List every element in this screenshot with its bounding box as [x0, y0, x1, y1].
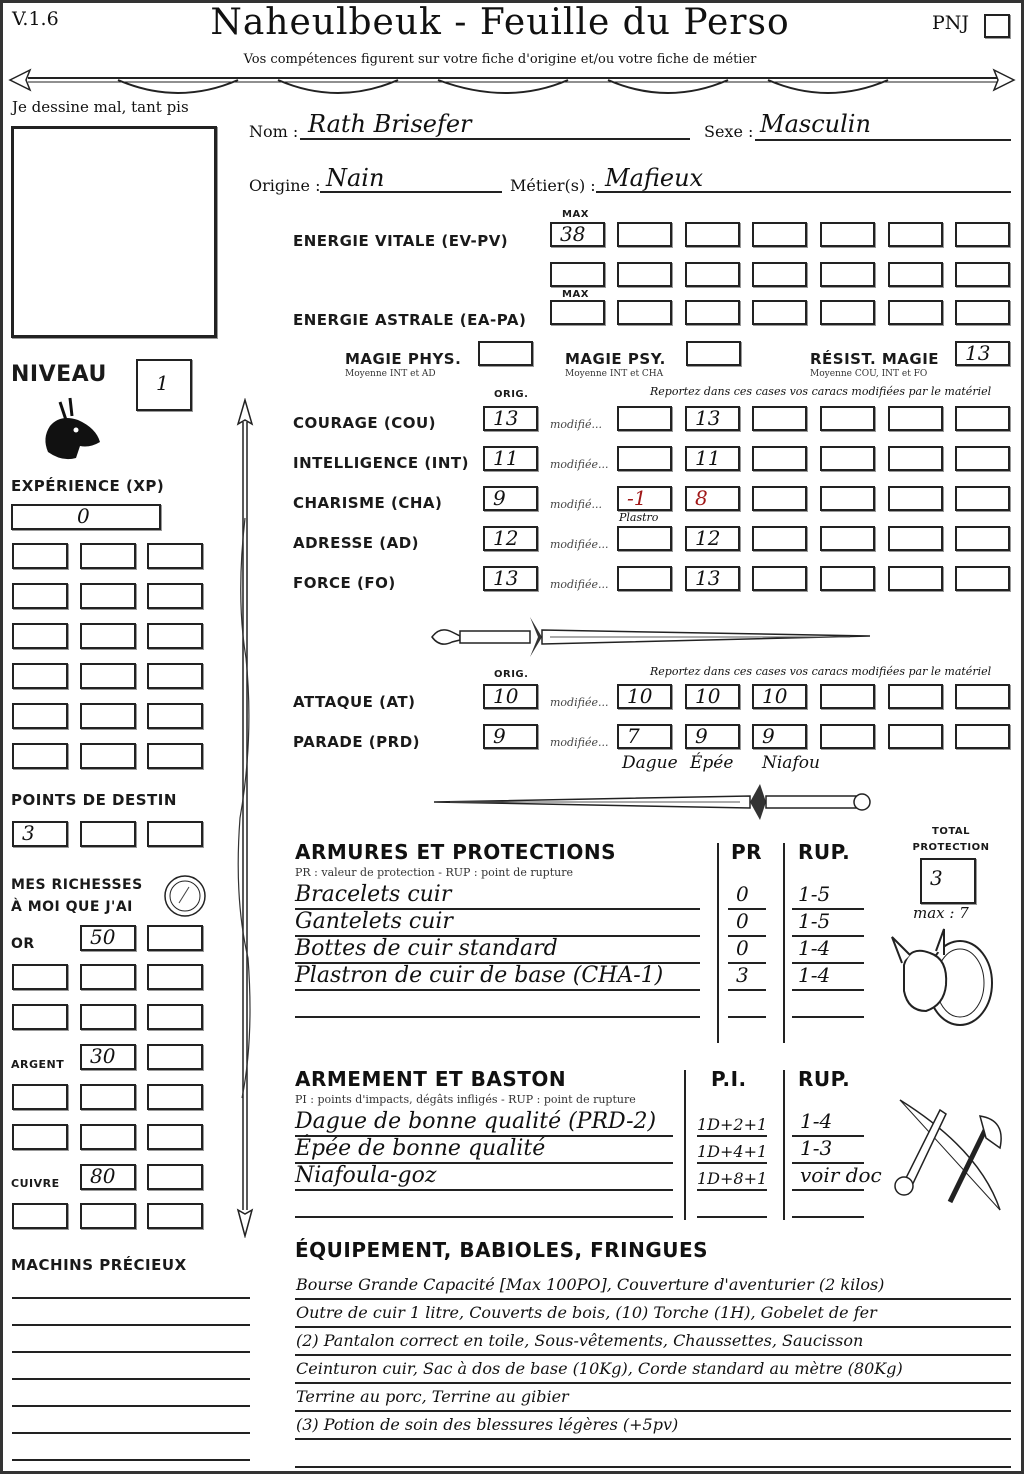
machins-label: MACHINS PRÉCIEUX	[11, 1256, 187, 1274]
origine-label: Origine :	[249, 176, 321, 195]
armure-rup[interactable]: 1-5	[798, 882, 831, 906]
machins-line[interactable]	[12, 1432, 250, 1434]
money-box[interactable]	[12, 1124, 68, 1150]
stat-mod-box[interactable]	[888, 486, 943, 511]
ea-max-label: MAX	[562, 289, 589, 300]
money-box[interactable]	[80, 1203, 136, 1229]
armure-pr[interactable]: 0	[736, 882, 749, 906]
armement-title: ARMEMENT ET BASTON	[295, 1067, 567, 1091]
xp-box[interactable]	[80, 543, 136, 569]
box-value: 50	[90, 925, 116, 949]
box-value: 13	[493, 406, 519, 430]
weapon-note-epee: Épée	[690, 753, 734, 773]
money-box[interactable]	[80, 1044, 136, 1070]
arme-rup[interactable]: voir doc	[800, 1163, 882, 1187]
armure-rup[interactable]: 1-4	[798, 963, 831, 987]
resist-magie-box[interactable]: 13	[955, 341, 1010, 366]
money-box[interactable]	[147, 1124, 203, 1150]
stat-mod-box[interactable]	[820, 526, 875, 551]
stat-label[interactable]: FORCE (FO)	[293, 574, 396, 592]
box-value: 10	[493, 684, 519, 708]
armement-divider-1	[684, 1070, 686, 1220]
argent-label: ARGENT	[11, 1058, 65, 1071]
armure-name[interactable]: Bottes de cuir standard	[295, 936, 558, 961]
magie-phys-box[interactable]	[478, 341, 533, 366]
box-value: 7	[627, 724, 640, 748]
xp-box[interactable]	[147, 663, 203, 689]
armure-pr-underline	[728, 1016, 766, 1018]
stat-mod-box[interactable]	[955, 566, 1010, 591]
stat-mod-box[interactable]	[685, 446, 740, 471]
armement-note: PI : points d'impacts, dégâts infligés - RUP : point de rupture	[295, 1093, 636, 1106]
page-title: Naheulbeuk - Feuille du Perso	[210, 2, 790, 43]
xp-box[interactable]	[80, 623, 136, 649]
magie-psy-box[interactable]	[686, 341, 741, 366]
combat-mod-box[interactable]	[752, 684, 807, 709]
ea-box[interactable]	[685, 300, 740, 325]
xp-box[interactable]	[147, 583, 203, 609]
armures-divider-1	[717, 843, 719, 1043]
stat-label[interactable]: CHARISME (CHA)	[293, 494, 443, 512]
xp-label: EXPÉRIENCE (XP)	[11, 477, 165, 495]
combat-orig-box[interactable]	[483, 684, 538, 709]
origine-field[interactable]: Nain	[326, 164, 385, 192]
armures-note: PR : valeur de protection - RUP : point de rupture	[295, 866, 573, 879]
xp-box[interactable]	[12, 663, 68, 689]
stat-mod-box[interactable]	[617, 486, 672, 511]
total-protection-label-1: TOTAL	[932, 826, 970, 837]
stat-mod-box[interactable]	[888, 446, 943, 471]
vertical-spear-illustration	[230, 398, 260, 1238]
destin-label: POINTS DE DESTIN	[11, 791, 177, 809]
arme-pi[interactable]: 1D+2+1	[697, 1115, 768, 1134]
armement-divider-2	[783, 1070, 785, 1220]
xp-box[interactable]	[12, 623, 68, 649]
richesses-label-2: À MOI QUE J'AI	[11, 899, 133, 915]
box-value: 30	[90, 1044, 116, 1068]
destin-box[interactable]	[12, 821, 68, 847]
combat-mod-box[interactable]	[955, 684, 1010, 709]
arme-pi[interactable]: 1D+4+1	[697, 1142, 768, 1161]
stat-mod-box[interactable]	[955, 486, 1010, 511]
box-value: 3	[22, 821, 35, 845]
arme-pi-underline	[697, 1189, 767, 1191]
weapon-note-niafou: Niafou	[762, 753, 820, 773]
ev-box[interactable]	[752, 262, 807, 287]
armure-name[interactable]: Gantelets cuir	[295, 909, 453, 934]
ev-box[interactable]	[888, 262, 943, 287]
stat-note: Plastro	[619, 511, 659, 524]
armure-pr[interactable]: 3	[736, 963, 749, 987]
armure-rup-underline	[792, 1016, 864, 1018]
stat-label[interactable]: COURAGE (COU)	[293, 414, 437, 432]
ev-box[interactable]	[617, 222, 672, 247]
stat-mod-box[interactable]	[820, 486, 875, 511]
armure-pr[interactable]: 0	[736, 936, 749, 960]
ev-box[interactable]	[550, 262, 605, 287]
ev-box[interactable]	[617, 262, 672, 287]
arme-underline	[295, 1216, 673, 1218]
box-value: 10	[695, 684, 721, 708]
xp-box[interactable]	[12, 703, 68, 729]
armures-divider-2	[783, 843, 785, 1043]
arme-pi[interactable]: 1D+8+1	[697, 1169, 768, 1188]
version-label: V.1.6	[12, 8, 59, 30]
ea-box[interactable]	[955, 300, 1010, 325]
xp-box[interactable]	[147, 743, 203, 769]
ev-box[interactable]	[752, 222, 807, 247]
nom-underline	[300, 138, 690, 140]
ev-box[interactable]	[820, 222, 875, 247]
stats-orig-label: ORIG.	[494, 389, 529, 400]
arme-pi-underline	[697, 1135, 767, 1137]
or-label: OR	[11, 936, 35, 952]
arme-rup[interactable]: 1-3	[800, 1136, 833, 1160]
arme-underline	[295, 1189, 673, 1191]
ev-box[interactable]	[820, 262, 875, 287]
box-value: 80	[90, 1164, 116, 1188]
combat-orig-label: ORIG.	[494, 669, 529, 680]
stat-mod-box[interactable]	[752, 526, 807, 551]
money-box[interactable]	[147, 1004, 203, 1030]
equipement-title: ÉQUIPEMENT, BABIOLES, FRINGUES	[295, 1238, 709, 1262]
equipement-line	[295, 1410, 1011, 1412]
equipement-line-text[interactable]: Bourse Grande Capacité [Max 100PO], Couverture d'aventurier (2 kilos)	[296, 1275, 885, 1294]
stat-orig-box[interactable]	[483, 446, 538, 471]
stats-report-note: Reportez dans ces cases vos caracs modifiées par le matériel	[650, 385, 992, 398]
combat-mod-box[interactable]	[820, 684, 875, 709]
stat-mod-box[interactable]	[752, 566, 807, 591]
stat-mod-box[interactable]	[888, 406, 943, 431]
equipement-line-text[interactable]: (3) Potion de soin des blessures légères (+5pv)	[296, 1415, 679, 1434]
machins-line[interactable]	[12, 1351, 250, 1353]
coin-icon	[162, 873, 208, 919]
resist-magie-note: Moyenne COU, INT et FO	[810, 369, 928, 379]
arme-rup-underline	[792, 1189, 864, 1191]
combat-mod-box[interactable]	[685, 724, 740, 749]
money-box[interactable]	[12, 964, 68, 990]
armures-pr-header: PR	[731, 840, 763, 864]
stat-mod-box[interactable]	[955, 526, 1010, 551]
stat-mod-box[interactable]	[752, 446, 807, 471]
total-protection-box[interactable]: 3	[920, 858, 976, 904]
stat-modifie-label: modifié...	[550, 498, 602, 511]
arme-rup-underline	[792, 1216, 864, 1218]
xp-box[interactable]	[147, 543, 203, 569]
resist-magie-label: RÉSIST. MAGIE	[810, 350, 940, 368]
arme-name[interactable]: Niafoula-goz	[295, 1163, 437, 1188]
equipement-line-text[interactable]: (2) Pantalon correct en toile, Sous-vêtements, Chaussettes, Saucisson	[296, 1331, 864, 1350]
ev-box[interactable]	[685, 222, 740, 247]
stat-mod-box[interactable]	[685, 486, 740, 511]
equipement-line	[295, 1466, 1011, 1468]
stat-mod-box[interactable]	[617, 566, 672, 591]
equipement-line-text[interactable]: Ceinturon cuir, Sac à dos de base (10Kg), Corde standard au mètre (80Kg)	[296, 1359, 903, 1378]
metier-label: Métier(s) :	[510, 176, 596, 195]
box-value: 10	[627, 684, 653, 708]
arme-pi-underline	[697, 1216, 767, 1218]
money-box[interactable]	[147, 1164, 203, 1190]
armure-pr-underline	[728, 989, 766, 991]
money-box[interactable]	[80, 1084, 136, 1110]
box-value: 11	[493, 446, 519, 470]
dragon-head-icon	[40, 392, 106, 464]
sword-illustration	[430, 612, 880, 662]
armures-title: ARMURES ET PROTECTIONS	[295, 840, 616, 864]
ea-box[interactable]	[550, 300, 605, 325]
stat-mod-box[interactable]	[888, 526, 943, 551]
armure-rup[interactable]: 1-4	[798, 936, 831, 960]
stat-mod-box[interactable]	[888, 566, 943, 591]
ev-label: ENERGIE VITALE (EV-PV)	[293, 232, 509, 250]
arme-rup[interactable]: 1-4	[800, 1109, 833, 1133]
combat-mod-box[interactable]	[888, 684, 943, 709]
money-box[interactable]	[12, 1084, 68, 1110]
stat-orig-box[interactable]	[483, 526, 538, 551]
magie-phys-label: MAGIE PHYS.	[345, 350, 462, 368]
destin-box[interactable]	[80, 821, 136, 847]
box-value: 13	[695, 566, 721, 590]
box-value: 13	[695, 406, 721, 430]
nom-label: Nom :	[249, 122, 299, 141]
sexe-underline	[755, 139, 1011, 141]
stat-orig-box[interactable]	[483, 486, 538, 511]
money-box[interactable]	[80, 964, 136, 990]
combat-orig-box[interactable]	[483, 724, 538, 749]
magie-psy-label: MAGIE PSY.	[565, 350, 666, 368]
money-box[interactable]	[147, 964, 203, 990]
armure-underline	[295, 1016, 700, 1018]
machins-line[interactable]	[12, 1459, 250, 1461]
combat-mod-box[interactable]	[955, 724, 1010, 749]
magie-phys-note: Moyenne INT et AD	[345, 369, 436, 379]
stat-mod-box[interactable]	[752, 486, 807, 511]
helmet-shield-illustration	[890, 925, 1000, 1035]
ev-box[interactable]	[685, 262, 740, 287]
pnj-checkbox[interactable]	[984, 14, 1010, 38]
ea-label: ENERGIE ASTRALE (EA-PA)	[293, 311, 527, 329]
stat-mod-box[interactable]	[820, 566, 875, 591]
ev-box[interactable]	[550, 222, 605, 247]
armures-rup-header: RUP.	[798, 840, 851, 864]
box-value: -1	[627, 486, 647, 510]
armure-underline	[295, 989, 700, 991]
money-box[interactable]	[80, 1164, 136, 1190]
stat-mod-box[interactable]	[617, 526, 672, 551]
arme-pi-underline	[697, 1162, 767, 1164]
machins-line[interactable]	[12, 1324, 250, 1326]
money-box[interactable]	[147, 925, 203, 951]
xp-box[interactable]	[80, 703, 136, 729]
box-value: 9	[493, 724, 506, 748]
ea-box[interactable]	[888, 300, 943, 325]
stat-label[interactable]: INTELLIGENCE (INT)	[293, 454, 469, 472]
box-value: 9	[493, 486, 506, 510]
stat-mod-box[interactable]	[685, 406, 740, 431]
box-value: 13	[493, 566, 519, 590]
stat-mod-box[interactable]	[955, 446, 1010, 471]
sexe-field[interactable]: Masculin	[760, 110, 871, 138]
armement-pi-header: P.I.	[711, 1067, 747, 1091]
combat-mod-box[interactable]	[617, 684, 672, 709]
combat-mod-box[interactable]	[820, 724, 875, 749]
armure-name[interactable]: Plastron de cuir de base (CHA-1)	[295, 963, 664, 988]
equipement-line	[295, 1354, 1011, 1356]
money-box[interactable]	[147, 1044, 203, 1070]
armure-pr[interactable]: 0	[736, 909, 749, 933]
combat-modifiee-label: modifiée...	[550, 736, 609, 749]
destin-box[interactable]	[147, 821, 203, 847]
combat-report-note: Reportez dans ces cases vos caracs modifiées par le matériel	[650, 665, 992, 678]
machins-line[interactable]	[12, 1297, 250, 1299]
equipement-line	[295, 1326, 1011, 1328]
pnj-label: PNJ	[932, 12, 970, 34]
armement-rup-header: RUP.	[798, 1067, 851, 1091]
niveau-box[interactable]: 1	[136, 359, 192, 411]
combat-mod-box[interactable]	[685, 684, 740, 709]
arme-name[interactable]: Dague de bonne qualité (PRD-2)	[295, 1109, 657, 1134]
ea-box[interactable]	[752, 300, 807, 325]
armure-rup[interactable]: 1-5	[798, 909, 831, 933]
magie-psy-note: Moyenne INT et CHA	[565, 369, 664, 379]
stat-mod-box[interactable]	[955, 406, 1010, 431]
metier-field[interactable]: Mafieux	[605, 164, 704, 192]
equipement-line	[295, 1438, 1011, 1440]
xp-box[interactable]	[80, 663, 136, 689]
xp-box[interactable]	[147, 703, 203, 729]
money-box[interactable]	[12, 1004, 68, 1030]
xp-box[interactable]	[12, 543, 68, 569]
richesses-label-1: MES RICHESSES	[11, 877, 143, 893]
stat-mod-box[interactable]	[752, 406, 807, 431]
box-value: 8	[695, 486, 708, 510]
stat-modifie-label: modifiée...	[550, 458, 609, 471]
machins-line[interactable]	[12, 1405, 250, 1407]
stat-orig-box[interactable]	[483, 406, 538, 431]
combat-mod-box[interactable]	[752, 724, 807, 749]
ea-box[interactable]	[820, 300, 875, 325]
xp-box[interactable]	[12, 743, 68, 769]
stat-orig-box[interactable]	[483, 566, 538, 591]
money-box[interactable]	[147, 1084, 203, 1110]
weapon-note-dague: Dague	[622, 753, 678, 773]
combat-mod-box[interactable]	[617, 724, 672, 749]
ev-max-label: MAX	[562, 209, 589, 220]
money-box[interactable]	[80, 1124, 136, 1150]
stat-mod-box[interactable]	[820, 446, 875, 471]
stat-mod-box[interactable]	[685, 526, 740, 551]
portrait-box[interactable]	[11, 126, 217, 338]
box-value: 38	[560, 222, 586, 246]
ev-box[interactable]	[888, 222, 943, 247]
combat-modifiee-label: modifiée...	[550, 696, 609, 709]
machins-line[interactable]	[12, 1378, 250, 1380]
ev-box[interactable]	[955, 222, 1010, 247]
sword-illustration-2	[430, 780, 875, 826]
stat-mod-box[interactable]	[820, 406, 875, 431]
sexe-label: Sexe :	[704, 122, 754, 141]
metier-underline	[596, 191, 1011, 193]
xp-box[interactable]	[80, 743, 136, 769]
niveau-label: NIVEAU	[11, 362, 107, 387]
arme-name[interactable]: Épée de bonne qualité	[295, 1136, 546, 1161]
box-value: 9	[762, 724, 775, 748]
stat-modifie-label: modifiée...	[550, 538, 609, 551]
cuivre-label: CUIVRE	[11, 1177, 60, 1190]
stat-modifie-label: modifiée...	[550, 578, 609, 591]
xp-box[interactable]	[147, 623, 203, 649]
total-protection-max: max : 7	[913, 904, 969, 922]
equipement-line-text[interactable]: Terrine au porc, Terrine au gibier	[296, 1387, 569, 1406]
ev-box[interactable]	[955, 262, 1010, 287]
armure-rup-underline	[792, 989, 864, 991]
box-value: 11	[695, 446, 721, 470]
equipement-line	[295, 1298, 1011, 1300]
money-box[interactable]	[80, 1004, 136, 1030]
total-protection-label-2: PROTECTION	[912, 842, 990, 853]
money-box[interactable]	[12, 1203, 68, 1229]
xp-box[interactable]	[12, 583, 68, 609]
stat-label[interactable]: ADRESSE (AD)	[293, 534, 420, 552]
nom-field[interactable]: Rath Brisefer	[308, 110, 472, 138]
xp-box[interactable]: 0	[11, 504, 161, 530]
money-box[interactable]	[80, 925, 136, 951]
box-value: 12	[695, 526, 721, 550]
combat-label: ATTAQUE (AT)	[293, 693, 416, 711]
box-value: 9	[695, 724, 708, 748]
crossed-weapons-illustration	[880, 1090, 1010, 1220]
stat-mod-box[interactable]	[617, 406, 672, 431]
box-value: 10	[762, 684, 788, 708]
origine-underline	[320, 191, 502, 193]
ea-box[interactable]	[617, 300, 672, 325]
box-value: 12	[493, 526, 519, 550]
equipement-line	[295, 1382, 1011, 1384]
stat-mod-box[interactable]	[685, 566, 740, 591]
portrait-caption: Je dessine mal, tant pis	[12, 98, 189, 116]
money-box[interactable]	[147, 1203, 203, 1229]
stat-modifie-label: modifié...	[550, 418, 602, 431]
stat-mod-box[interactable]	[617, 446, 672, 471]
xp-box[interactable]	[80, 583, 136, 609]
combat-mod-box[interactable]	[888, 724, 943, 749]
equipement-line-text[interactable]: Outre de cuir 1 litre, Couverts de bois, (10) Torche (1H), Gobelet de fer	[296, 1303, 877, 1322]
page-subtitle: Vos compétences figurent sur votre fiche d'origine et/ou votre fiche de métier	[243, 52, 757, 67]
armure-name[interactable]: Bracelets cuir	[295, 882, 452, 907]
combat-label: PARADE (PRD)	[293, 733, 421, 751]
